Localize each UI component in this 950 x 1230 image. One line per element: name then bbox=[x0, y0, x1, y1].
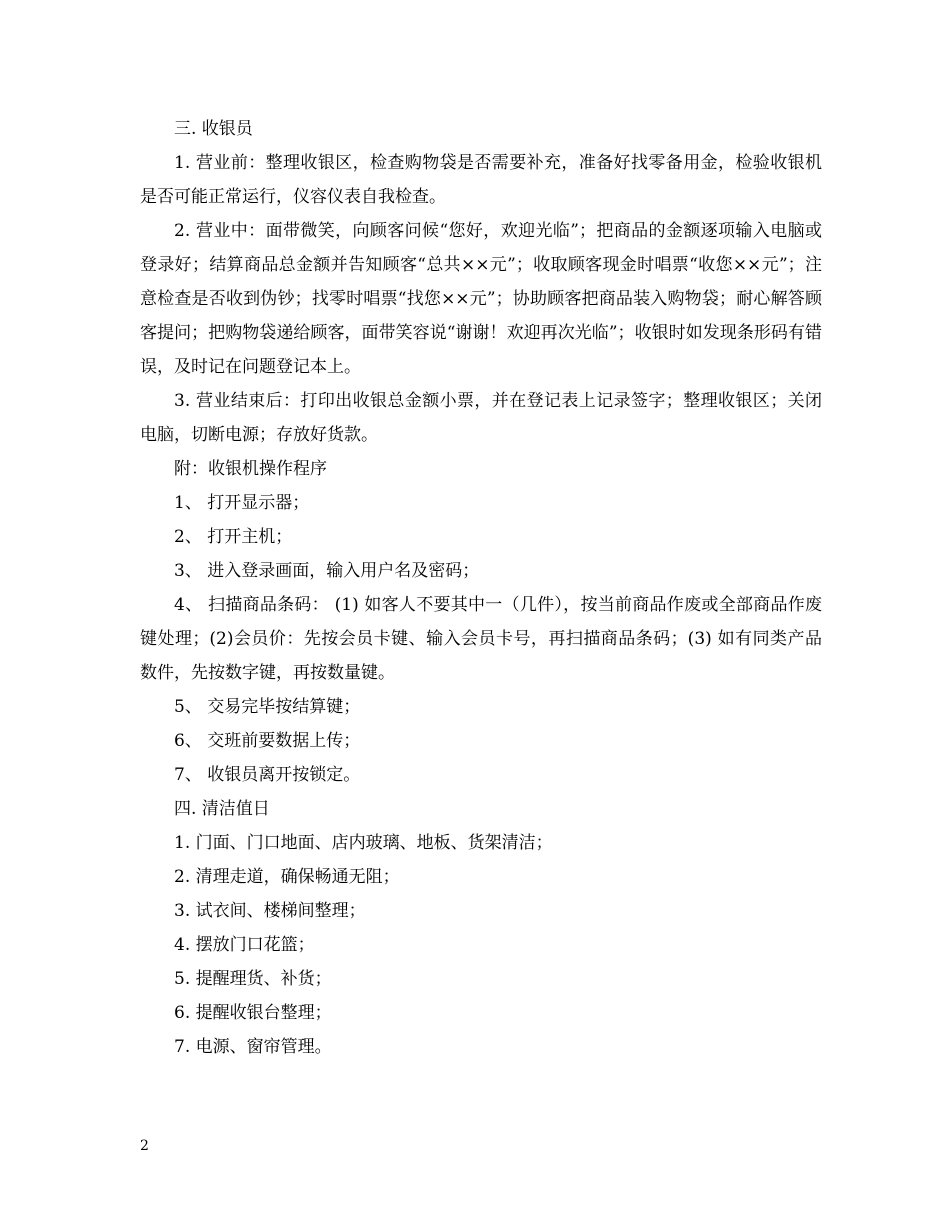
page-number: 2 bbox=[140, 1138, 149, 1154]
list-item: 6. 提醒收银台整理； bbox=[174, 1003, 332, 1023]
list-item: 7、 收银员离开按锁定。 bbox=[174, 765, 361, 785]
list-item: 6、 交班前要数据上传； bbox=[174, 731, 361, 751]
appendix-heading: 附：收银机操作程序 bbox=[174, 459, 327, 479]
list-item: 3. 试衣间、楼梯间整理； bbox=[174, 901, 366, 921]
list-item: 5. 提醒理货、补货； bbox=[174, 969, 332, 989]
list-item: 4、 扫描商品条码： (1) 如客人不要其中一（几件），按当前商品作废或全部商品作废键处理；(2)会员价：先按会员卡键、输入会员卡号，再扫描商品条码；(3) 如有同类产品数件，先按数字键，再按数量键。 bbox=[140, 595, 822, 683]
list-item: 1. 门面、门口地面、店内玻璃、地板、货架清洁； bbox=[174, 833, 553, 853]
document-body bbox=[140, 112, 822, 1064]
paragraph-before-business: 1. 营业前：整理收银区，检查购物袋是否需要补充，准备好找零备用金，检验收银机是否可能正常运行，仪容仪表自我检查。 bbox=[140, 153, 822, 207]
list-item: 4. 摆放门口花篮； bbox=[174, 935, 315, 955]
list-item: 2. 清理走道，确保畅通无阻； bbox=[174, 867, 400, 887]
list-item: 7. 电源、窗帘管理。 bbox=[174, 1037, 332, 1057]
section-heading-cleaning: 四. 清洁值日 bbox=[174, 799, 270, 819]
paragraph-during-business: 2. 营业中：面带微笑，向顾客问候“您好，欢迎光临”；把商品的金额逐项输入电脑或登录好；结算商品总金额并告知顾客“总共××元”；收取顾客现金时唱票“收您××元”；注意检查是否收到伪钞；找零时唱票“找您××元”；协助顾客把商品装入购物袋；耐心解答顾客提问；把购物袋递给顾客，面带笑容说“谢谢！欢迎再次光临”；收银时如发现条形码有错误，及时记在问题登记本上。 bbox=[140, 221, 822, 377]
list-item: 5、 交易完毕按结算键； bbox=[174, 697, 361, 717]
list-item: 2、 打开主机； bbox=[174, 527, 293, 547]
paragraph-after-business: 3. 营业结束后：打印出收银总金额小票，并在登记表上记录签字；整理收银区；关闭电脑，切断电源；存放好货款。 bbox=[140, 391, 822, 445]
list-item: 1、 打开显示器； bbox=[174, 493, 310, 513]
list-item: 3、 进入登录画面，输入用户名及密码； bbox=[174, 561, 480, 581]
section-heading-cashier: 三. 收银员 bbox=[174, 119, 253, 139]
